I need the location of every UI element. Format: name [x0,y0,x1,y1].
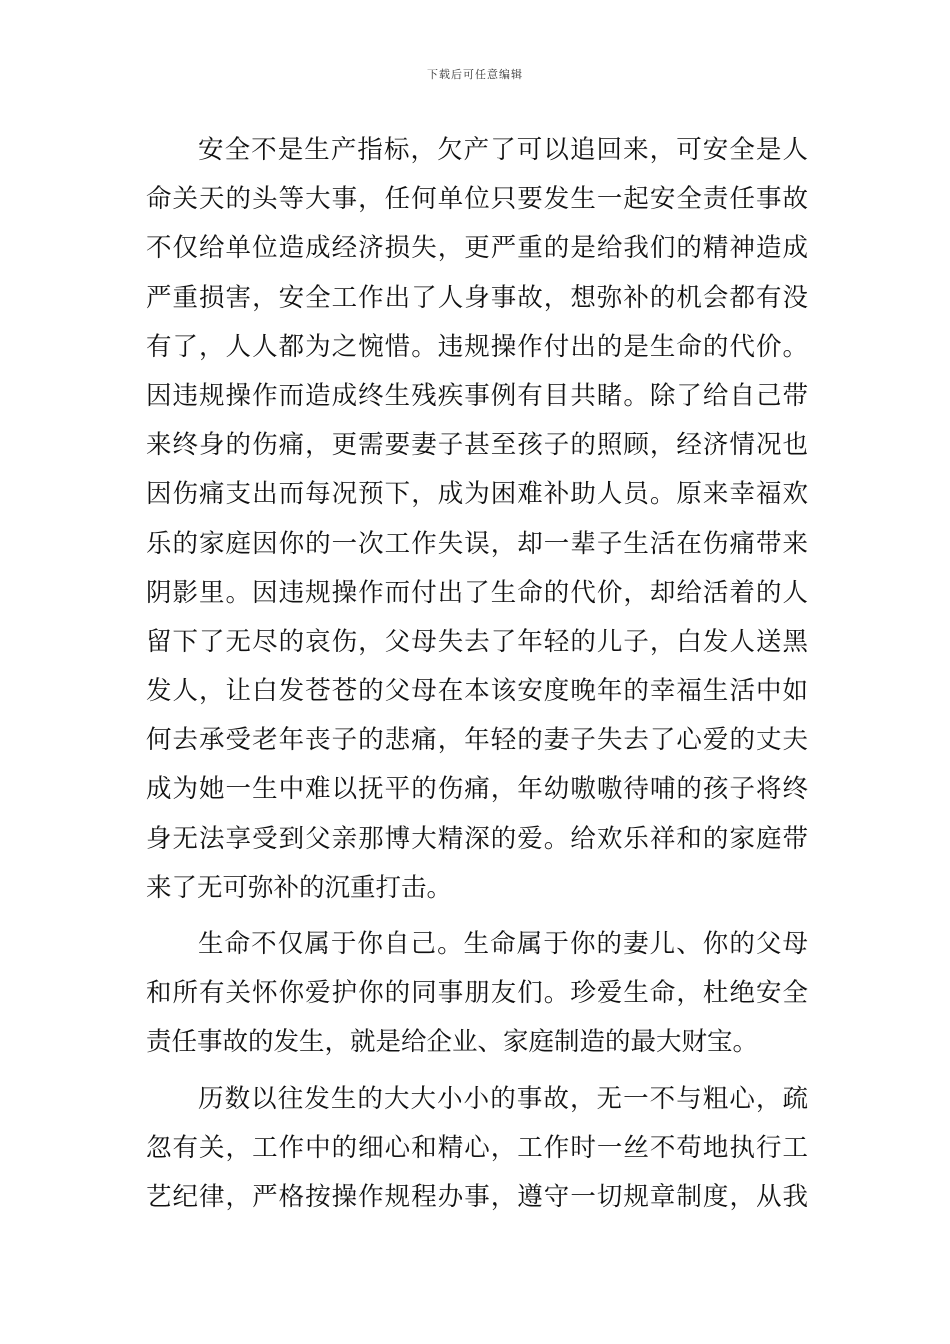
paragraph-spacer [146,1068,808,1075]
paragraph [146,920,808,1068]
text-line: 责任事故的发生，就是给企业、家庭制造的最大财宝。 [146,1027,759,1058]
text-line: 何去承受老年丧子的悲痛，年轻的妻子失去了心爱的丈夫 [146,725,808,756]
text-line: 阴影里。因违规操作而付出了生命的代价，却给活着的人 [146,577,808,608]
text-line: 安全不是生产指标，欠产了可以追回来，可安全是人 [198,135,808,165]
text-line: 来终身的伤痛，更需要妻子甚至孩子的照顾，经济情况也 [146,430,808,461]
text-line: 发人，让白发苍苍的父母在本该安度晚年的幸福生活中如 [146,676,808,707]
text-line: 身无法享受到父亲那博大精深的爱。给欢乐祥和的家庭带 [146,823,808,854]
text-line: 和所有关怀你爱护你的同事朋友们。珍爱生命，杜绝安全 [146,978,808,1009]
text-line: 留下了无尽的哀伤，父母失去了年轻的儿子，白发人送黑 [146,626,808,657]
text-line: 忽有关，工作中的细心和精心，工作时一丝不苟地执行工 [146,1132,808,1163]
paragraph [146,126,808,913]
paragraph-spacer [146,913,808,920]
text-line: 命关天的头等大事，任何单位只要发生一起安全责任事故 [146,184,808,215]
text-line: 因伤痛支出而每况预下，成为困难补助人员。原来幸福欢 [146,479,808,510]
text-line: 历数以往发生的大大小小的事故，无一不与粗心，疏 [198,1083,808,1114]
text-line: 成为她一生中难以抚平的伤痛，年幼嗷嗷待哺的孩子将终 [146,774,808,805]
page-header: 下载后可任意编辑 [427,68,523,81]
text-line: 有了，人人都为之惋惜。违规操作付出的是生命的代价。 [146,331,808,362]
text-line: 乐的家庭因你的一次工作失误，却一辈子生活在伤痛带来 [146,528,808,559]
paragraph [146,1075,808,1223]
text-line: 来了无可弥补的沉重打击。 [146,872,453,903]
text-line: 严重损害，安全工作出了人身事故，想弥补的机会都有没 [146,282,808,313]
document-body [146,126,808,1222]
text-line: 因违规操作而造成终生残疾事例有目共睹。除了给自己带 [146,380,808,411]
text-line: 艺纪律，严格按操作规程办事，遵守一切规章制度，从我 [146,1181,808,1212]
text-line: 不仅给单位造成经济损失，更严重的是给我们的精神造成 [146,233,808,264]
text-line: 生命不仅属于你自己。生命属于你的妻儿、你的父母 [198,929,808,959]
